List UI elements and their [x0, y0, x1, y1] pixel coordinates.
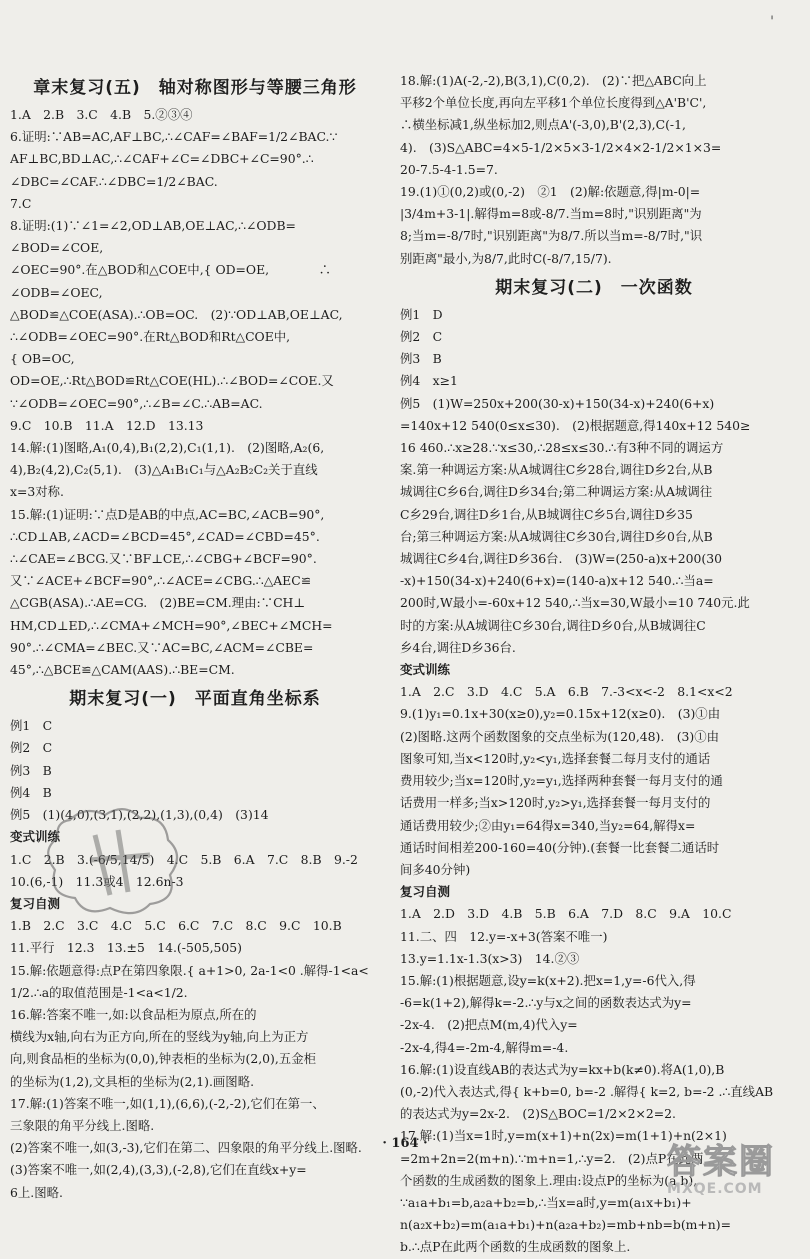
answer-line: 1.C 2.B 3.(-6/5,14/5) 4.C 5.B 6.A 7.C 8.B 9.-2: [10, 851, 358, 867]
answer-line: 4). (3)S△ABC=4×5-1/2×5×3-1/2×4×2-1/2×1×3=: [400, 139, 722, 155]
answer-line: 间多40分钟): [400, 861, 471, 877]
answer-line: { OB=OC,: [10, 351, 75, 367]
answer-line: 1.A 2.C 3.D 4.C 5.A 6.B 7.-3<x<-2 8.1<x<2: [400, 684, 733, 700]
answer-line: -x)+150(34-x)+240(6+x)=(140-a)x+12 540.∴当a=: [400, 573, 714, 589]
answer-line: 11.平行 12.3 13.±5 14.(-505,505): [10, 940, 243, 956]
answer-line: 13.y=1.1x-1.3(x>3) 14.②③: [400, 950, 580, 966]
answer-line: n(a₂x+b₂)=m(a₁a+b₁)+n(a₂a+b₂)=mb+nb=b(m+n)=: [400, 1217, 731, 1233]
answer-line: 11.二、四 12.y=-x+3(答案不唯一): [400, 928, 608, 944]
answer-line: 6.证明:∵AB=AC,AF⊥BC,∴∠CAF=∠BAF=1/2∠BAC.∵: [10, 129, 338, 145]
answer-line: ∴∠ODB=∠OEC=90°.在Rt△BOD和Rt△COE中,: [10, 329, 291, 345]
answer-line: AF⊥BC,BD⊥AC,∴∠CAF+∠C=∠DBC+∠C=90°.∴: [10, 151, 314, 167]
answer-line: 横线为x轴,向右为正方向,所在的竖线为y轴,向上为正方: [10, 1029, 309, 1045]
answer-line: 台;第三种调运方案:从A城调往C乡30台,调往D乡0台,从B: [400, 528, 713, 544]
page-number: · 164 ·: [382, 1136, 428, 1151]
answer-line: 例4 B: [10, 784, 52, 800]
answer-line: (2)图略.这两个函数图象的交点坐标为(120,48). (3)①由: [400, 728, 720, 744]
answer-line: b.∴点P在此两个函数的生成函数的图象上.: [400, 1239, 631, 1255]
answer-line: (3)答案不唯一,如(2,4),(3,3),(-2,8),它们在直线x+y=: [10, 1162, 307, 1178]
answer-line: 7.C: [10, 195, 32, 211]
answer-line: 时的方案:从A城调往C乡30台,调往D乡0台,从B城调往C: [400, 617, 706, 633]
answer-line: =140x+12 540(0≤x≤30). (2)根据题意,得140x+12 540≥: [400, 417, 751, 433]
answer-line: 10.(6,-1) 11.3或4 12.6n-3: [10, 873, 184, 889]
answer-line: 8.证明:(1)∵∠1=∠2,OD⊥AB,OE⊥AC,∴∠ODB=: [10, 218, 296, 234]
answer-line: 16 460.∴x≥28.∵x≤30,∴28≤x≤30.∴有3种不同的调运方: [400, 440, 724, 456]
answer-line: 通话时间相差200-160=40(分钟).(套餐一比套餐二通话时: [400, 839, 720, 855]
answer-line: 城调往C乡4台,调往D乡36台. (3)W=(250-a)x+200(30: [400, 551, 723, 567]
answer-line: 15.解:依题意得:点P在第四象限.{ a+1>0, 2a-1<0 .解得-1<a<: [10, 962, 369, 978]
answer-line: ∴CD⊥AB,∠ACD=∠BCD=45°,∠CAD=∠CBD=45°.: [10, 528, 320, 544]
answer-line: ∵a₁a+b₁=b,a₂a+b₂=b,∴当x=a时,y=m(a₁x+b₁)+: [400, 1194, 692, 1210]
answer-line: 的坐标为(1,2),文具柜的坐标为(2,1).画图略.: [10, 1073, 255, 1089]
answer-line: 通话费用较少;②由y₁=64得x=340,当y₂=64,解得x=: [400, 817, 696, 833]
answer-line: (0,-2)代入表达式,得{ k+b=0, b=-2 .解得{ k=2, b=-2 .∴直线AB: [400, 1083, 774, 1099]
answer-line: 1.B 2.C 3.C 4.C 5.C 6.C 7.C 8.C 9.C 10.B: [10, 918, 342, 934]
answer-line: 17.解:(1)答案不唯一,如(1,1),(6,6),(-2,-2),它们在第一、: [10, 1095, 325, 1111]
answer-line: 例4 x≥1: [400, 373, 458, 389]
answer-line: 1.A 2.D 3.D 4.B 5.B 6.A 7.D 8.C 9.A 10.C: [400, 906, 732, 922]
answer-line: 城调往C乡6台,调往D乡34台;第二种调运方案:从A城调往: [400, 484, 713, 500]
section-title: 期末复习(二) 一次函数: [495, 277, 693, 298]
answer-line: 例2 C: [400, 329, 443, 345]
answer-line: 20-7.5-4-1.5=7.: [400, 161, 498, 177]
watermark-url: MXQE.COM: [667, 1181, 763, 1197]
answer-line: 15.解:(1)根据题意,设y=k(x+2).把x=1,y=-6代入,得: [400, 972, 696, 988]
left-column: [10, 70, 380, 1204]
subsection-heading: 变式训练: [10, 829, 61, 845]
answer-line: ∵∠ODB=∠OEC=90°,∴∠B=∠C.∴AB=AC.: [10, 395, 263, 411]
answer-line: 例1 D: [400, 306, 443, 322]
answer-line: 的表达式为y=2x-2. (2)S△BOC=1/2×2×2=2.: [400, 1106, 676, 1122]
answer-line: -2x-4,得4=-2m-4,解得m=-4.: [400, 1039, 569, 1055]
answer-line: -2x-4. (2)把点M(m,4)代入y=: [400, 1017, 578, 1033]
answer-line: 例3 B: [400, 351, 442, 367]
answer-line: 1.A 2.B 3.C 4.B 5.②③④: [10, 107, 193, 122]
answer-line: (2)答案不唯一,如(3,-3),它们在第二、四象限的角平分线上.图略.: [10, 1140, 362, 1156]
answer-line: HM,CD⊥ED,∴∠CMA+∠MCH=90°,∠BEC+∠MCH=: [10, 617, 333, 633]
answer-line: =2m+2n=2(m+n).∵m+n=1,∴y=2. (2)点P在此两: [400, 1150, 704, 1166]
answer-line: 8;当m=-8/7时,"识别距离"为8/7.所以当m=-8/7时,"识: [400, 228, 703, 244]
answer-line: 17.解:(1)当x=1时,y=m(x+1)+n(2x)=m(1+1)+n(2×1): [400, 1128, 727, 1144]
subsection-heading: 变式训练: [400, 662, 451, 678]
answer-line: 平移2个单位长度,再向左平移1个单位长度得到△A'B'C',: [400, 95, 707, 111]
answer-line: |3/4m+3-1|.解得m=8或-8/7.当m=8时,"识别距离"为: [400, 206, 702, 222]
answer-line: 6上.图略.: [10, 1184, 63, 1200]
answer-line: 别距离"最小,为8/7,此时C(-8/7,15/7).: [400, 250, 612, 266]
answer-line: 向,则食品柜的坐标为(0,0),钟表柜的坐标为(2,0),五金柜: [10, 1051, 316, 1067]
answer-line: 例3 B: [10, 762, 52, 778]
answer-line: C乡29台,调往D乡1台,从B城调往C乡5台,调往D乡35: [400, 506, 693, 522]
answer-line: 例2 C: [10, 740, 53, 756]
answer-line: 又∵∠ACE+∠BCF=90°,∴∠ACE=∠CBG.∴△AEC≌: [10, 573, 312, 589]
subsection-heading: 复习自测: [400, 884, 451, 900]
answer-line: △BOD≌△COE(ASA).∴OB=OC. (2)∵OD⊥AB,OE⊥AC,: [10, 306, 343, 322]
answer-line: ∴∠CAE=∠BCG.又∵BF⊥CE,∴∠CBG+∠BCF=90°.: [10, 551, 317, 567]
answer-line: ∠ODB=∠OEC,: [10, 284, 103, 300]
answer-line: 图象可知,当x<120时,y₂<y₁,选择套餐二每月支付的通话: [400, 750, 711, 766]
answer-line: 例1 C: [10, 718, 53, 734]
answer-line: 16.解:(1)设直线AB的表达式为y=kx+b(k≠0).将A(1,0),B: [400, 1061, 725, 1077]
answer-line: 200时,W最小=-60x+12 540,∴当x=30,W最小=10 740元.此: [400, 595, 750, 611]
answer-line: 18.解:(1)A(-2,-2),B(3,1),C(0,2). (2)∵把△ABC向上: [400, 73, 707, 88]
answer-line: 三象限的角平分线上.图略.: [10, 1117, 155, 1133]
answer-line: 15.解:(1)证明:∵点D是AB的中点,AC=BC,∠ACB=90°,: [10, 506, 325, 522]
watermark: [667, 1143, 802, 1205]
answer-line: ∠DBC=∠CAF.∴∠DBC=1/2∠BAC.: [10, 173, 218, 189]
section-title: 章末复习(五) 轴对称图形与等腰三角形: [33, 78, 357, 98]
section-title: 期末复习(一) 平面直角坐标系: [69, 689, 321, 710]
right-column: [400, 70, 788, 1259]
answer-line: 16.解:答案不唯一,如:以食品柜为原点,所在的: [10, 1006, 257, 1022]
answer-line: 费用较少;当x=120时,y₂=y₁,选择两种套餐一每月支付的通: [400, 773, 723, 789]
answer-line: 14.解:(1)图略,A₁(0,4),B₁(2,2),C₁(1,1). (2)图略,A₂(6,: [10, 440, 325, 456]
answer-line: ∴横坐标减1,纵坐标加2,则点A'(-3,0),B'(2,3),C(-1,: [400, 117, 686, 133]
answer-line: 例5 (1)(4,0),(3,1),(2,2),(1,3),(0,4) (3)14: [10, 807, 269, 823]
watermark-logo: 答案圈: [667, 1142, 775, 1182]
answer-line: 话费用一样多;当x>120时,y₂>y₁,选择套餐一每月支付的: [400, 795, 711, 811]
answer-line: 个函数的生成函数的图象上.理由:设点P的坐标为(a,b),: [400, 1172, 698, 1188]
answer-line: ∠BOD=∠COE,: [10, 240, 104, 256]
answer-line: 例5 (1)W=250x+200(30-x)+150(34-x)+240(6+x): [400, 395, 715, 411]
answer-line: OD=OE,∴Rt△BOD≌Rt△COE(HL).∴∠BOD=∠COE.又: [10, 373, 334, 389]
page-edge-mark: ': [770, 14, 774, 30]
answer-line: 45°,∴△BCE≌△CAM(AAS).∴BE=CM.: [10, 662, 235, 678]
answer-line: 9.(1)y₁=0.1x+30(x≥0),y₂=0.15x+12(x≥0). (3)①由: [400, 706, 721, 722]
answer-line: 1/2.∴a的取值范围是-1<a<1/2.: [10, 984, 188, 1000]
answer-line: 19.(1)①(0,2)或(0,-2) ②1 (2)解:依题意,得|m-0|=: [400, 184, 701, 200]
answer-line: -6=k(1+2),解得k=-2.∴y与x之间的函数表达式为y=: [400, 995, 692, 1011]
answer-line: 4),B₂(4,2),C₂(5,1). (3)△A₁B₁C₁与△A₂B₂C₂关于直线: [10, 462, 318, 478]
answer-line: 90°.∴∠CMA=∠BEC.又∵AC=BC,∠ACM=∠CBE=: [10, 639, 314, 655]
answer-line: 案.第一种调运方案:从A城调往C乡28台,调往D乡2台,从B: [400, 462, 713, 478]
answer-line: ∠OEC=90°.在△BOD和△COE中,{ OD=OE, ∴: [10, 262, 332, 278]
answer-line: 9.C 10.B 11.A 12.D 13.13: [10, 417, 204, 433]
answer-line: △CGB(ASA).∴AE=CG. (2)BE=CM.理由:∵CH⊥: [10, 595, 306, 611]
subsection-heading: 复习自测: [10, 895, 61, 911]
answer-line: x=3对称.: [10, 484, 64, 500]
answer-line: 乡4台,调往D乡36台.: [400, 639, 516, 655]
